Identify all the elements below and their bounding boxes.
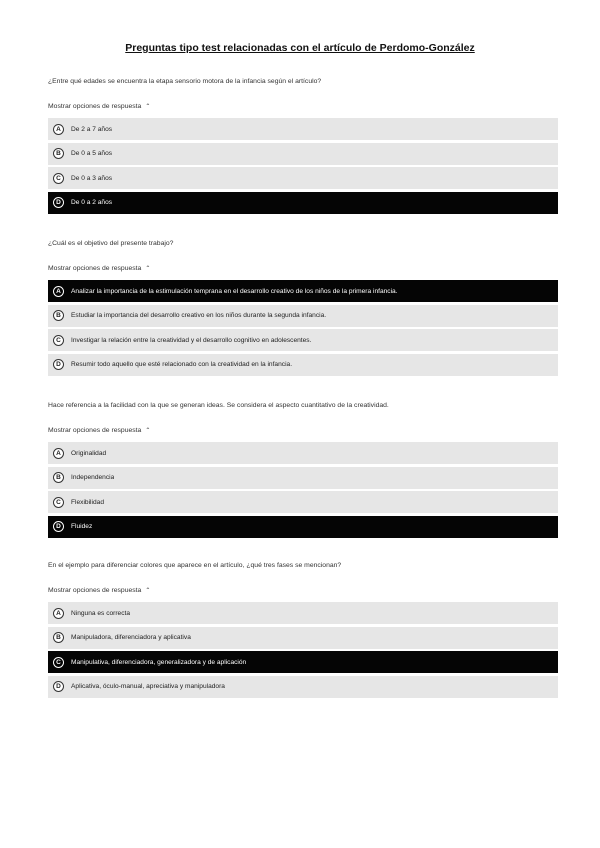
option-b[interactable] xyxy=(48,467,558,489)
option-d[interactable] xyxy=(48,354,558,376)
options-list xyxy=(48,280,558,376)
option-text: Manipuladora, diferenciadora y aplicativa xyxy=(71,634,191,641)
option-c[interactable] xyxy=(48,167,558,189)
option-c[interactable] xyxy=(48,651,558,673)
option-letter-badge: B xyxy=(53,148,64,159)
option-text: Resumir todo aquello que esté relacionado con la creatividad en la infancia. xyxy=(71,361,293,368)
question-text: Hace referencia a la facilidad con la que se generan ideas. Se considera el aspecto cuantitativo de la creatividad. xyxy=(48,402,389,409)
option-letter-badge: D xyxy=(53,197,64,208)
option-text: Estudiar la importancia del desarrollo creativo en los niños durante la segunda infancia. xyxy=(71,312,327,319)
option-letter-badge: C xyxy=(53,657,64,668)
option-letter-badge: C xyxy=(53,173,64,184)
question-4 xyxy=(48,560,558,700)
options-list xyxy=(48,602,558,698)
show-options-toggle[interactable] xyxy=(48,263,558,275)
option-b[interactable] xyxy=(48,305,558,327)
option-a[interactable] xyxy=(48,118,558,140)
option-letter-badge: A xyxy=(53,448,64,459)
chevron-up-icon: ⌃ xyxy=(145,428,151,434)
question-3 xyxy=(48,400,558,540)
option-letter-badge: A xyxy=(53,608,64,619)
option-a[interactable] xyxy=(48,280,558,302)
option-text: Investigar la relación entre la creatividad y el desarrollo cognitivo en adolescentes. xyxy=(71,336,312,344)
option-letter-badge: C xyxy=(53,497,64,508)
question-1 xyxy=(48,76,558,216)
options-list xyxy=(48,118,558,214)
option-letter-badge: C xyxy=(53,335,64,346)
option-text: Flexibilidad xyxy=(71,498,104,506)
option-letter-badge: B xyxy=(53,472,64,483)
question-text: En el ejemplo para diferenciar colores que aparece en el artículo, ¿qué tres fases se mencionan? xyxy=(48,562,342,569)
option-d[interactable] xyxy=(48,192,558,214)
question-text: ¿Cuál es el objetivo del presente trabajo? xyxy=(48,240,174,247)
chevron-up-icon: ⌃ xyxy=(145,266,151,272)
show-options-toggle[interactable] xyxy=(48,425,558,437)
option-letter-badge: A xyxy=(53,286,64,297)
option-text: De 0 a 5 años xyxy=(71,150,113,157)
toggle-label: Mostrar opciones de respuesta xyxy=(48,265,142,272)
chevron-up-icon: ⌃ xyxy=(145,104,151,110)
option-c[interactable] xyxy=(48,329,558,351)
show-options-toggle[interactable] xyxy=(48,101,558,113)
page-title: Preguntas tipo test relacionadas con el artículo de Perdomo-González xyxy=(125,42,475,54)
toggle-label: Mostrar opciones de respuesta xyxy=(48,103,142,110)
option-letter-badge: B xyxy=(53,310,64,321)
show-options-toggle[interactable] xyxy=(48,585,558,597)
option-a[interactable] xyxy=(48,602,558,624)
option-text: De 0 a 2 años xyxy=(71,199,113,206)
option-b[interactable] xyxy=(48,143,558,165)
option-text: De 2 a 7 años xyxy=(71,125,113,133)
option-c[interactable] xyxy=(48,491,558,513)
option-text: Aplicativa, óculo-manual, apreciativa y manipuladora xyxy=(71,683,225,690)
option-letter-badge: A xyxy=(53,124,64,135)
option-letter-badge: D xyxy=(53,521,64,532)
option-text: Fluidez xyxy=(71,523,93,530)
question-text: ¿Entre qué edades se encuentra la etapa sensorio motora de la infancia según el artículo? xyxy=(48,78,322,85)
chevron-up-icon: ⌃ xyxy=(145,588,151,594)
option-text: Manipulativa, diferenciadora, generalizadora y de aplicación xyxy=(71,658,247,666)
option-a[interactable] xyxy=(48,442,558,464)
option-text: Analizar la importancia de la estimulación temprana en el desarrollo creativo de los niños de la primera infancia. xyxy=(71,287,398,295)
option-letter-badge: D xyxy=(53,359,64,370)
toggle-label: Mostrar opciones de respuesta xyxy=(48,427,142,434)
option-text: Independencia xyxy=(71,474,115,481)
question-2 xyxy=(48,238,558,378)
option-d[interactable] xyxy=(48,676,558,698)
option-text: De 0 a 3 años xyxy=(71,174,113,182)
option-d[interactable] xyxy=(48,516,558,538)
option-text: Originalidad xyxy=(71,449,107,457)
option-text: Ninguna es correcta xyxy=(71,609,131,617)
option-letter-badge: D xyxy=(53,681,64,692)
options-list xyxy=(48,442,558,538)
option-letter-badge: B xyxy=(53,632,64,643)
toggle-label: Mostrar opciones de respuesta xyxy=(48,587,142,594)
option-b[interactable] xyxy=(48,627,558,649)
